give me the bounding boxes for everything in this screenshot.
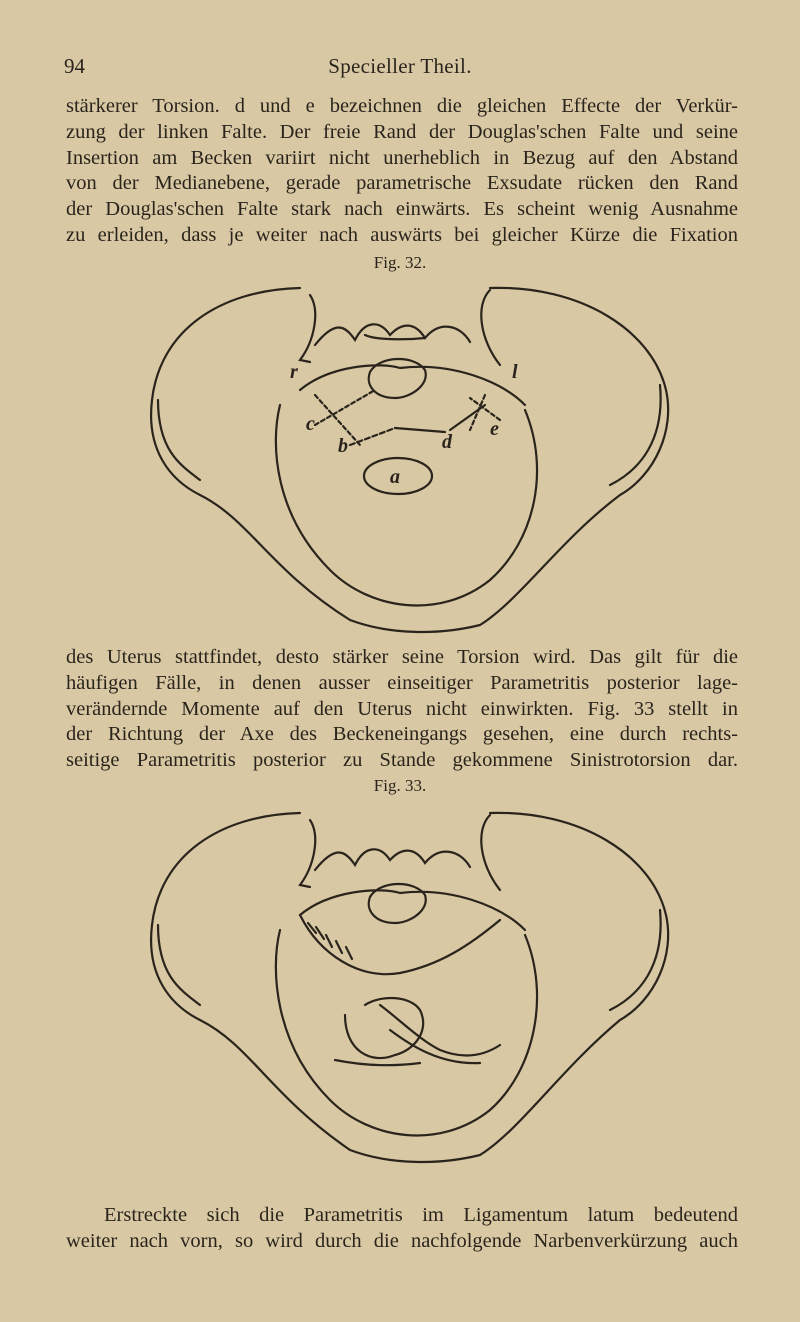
running-title: Specieller Theil. bbox=[328, 54, 472, 78]
text-line: stärkerer Torsion. d und e bezeichnen die gleichen Effecte der Verkür- bbox=[66, 95, 738, 117]
text-line: der Richtung der Axe des Beckeneingangs gesehen, eine durch rechts- bbox=[66, 723, 738, 746]
paragraph-1 bbox=[66, 94, 738, 249]
page-number: 94 bbox=[64, 54, 85, 78]
label-c: c bbox=[306, 413, 315, 435]
text-line: weiter nach vorn, so wird durch die nachfolgende Narbenverkürzung auch bbox=[66, 1229, 738, 1252]
label-d: d bbox=[442, 431, 452, 453]
text-line: seitige Parametritis posterior zu Stande gekommene Sinistrotorsion dar. bbox=[66, 749, 738, 772]
pelvis-diagram-fig32 bbox=[140, 280, 680, 640]
text-line: Insertion am Becken variirt nicht unerheblich in Bezug auf den Abstand bbox=[66, 146, 738, 169]
label-l: l bbox=[512, 361, 518, 383]
text-line: verändernde Momente auf den Uterus nicht einwirkten. Fig. 33 stellt in bbox=[66, 697, 738, 720]
figure-32-caption: Fig. 32. bbox=[373, 253, 427, 272]
figure-33-caption: Fig. 33. bbox=[373, 776, 427, 795]
figure-33 bbox=[140, 805, 680, 1175]
text-line: zung der linken Falte. Der freie Rand der Douglas'schen Falte und seine bbox=[66, 120, 738, 143]
label-r: r bbox=[290, 361, 298, 383]
label-e: e bbox=[490, 418, 499, 440]
text-line: zu erleiden, dass je weiter nach auswärts bei gleicher Kürze die Fixation bbox=[66, 223, 738, 246]
label-a: a bbox=[390, 466, 400, 488]
text-line: Erstreckte sich die Parametritis im Ligamentum latum bedeutend bbox=[104, 1204, 738, 1226]
text-line: des Uterus stattfindet, desto stärker seine Torsion wird. Das gilt für die bbox=[66, 646, 738, 668]
label-b: b bbox=[338, 435, 348, 457]
text-line: der Douglas'schen Falte stark nach einwärts. Es scheint wenig Ausnahme bbox=[66, 198, 738, 221]
pelvis-diagram-fig33 bbox=[140, 805, 680, 1175]
text-line: häufigen Fälle, in denen ausser einseitiger Parametritis posterior lage- bbox=[66, 671, 738, 694]
paragraph-3 bbox=[66, 1203, 738, 1255]
text-line: von der Medianebene, gerade parametrische Exsudate rücken den Rand bbox=[66, 172, 738, 195]
paragraph-2 bbox=[66, 645, 738, 774]
figure-32 bbox=[140, 280, 680, 640]
